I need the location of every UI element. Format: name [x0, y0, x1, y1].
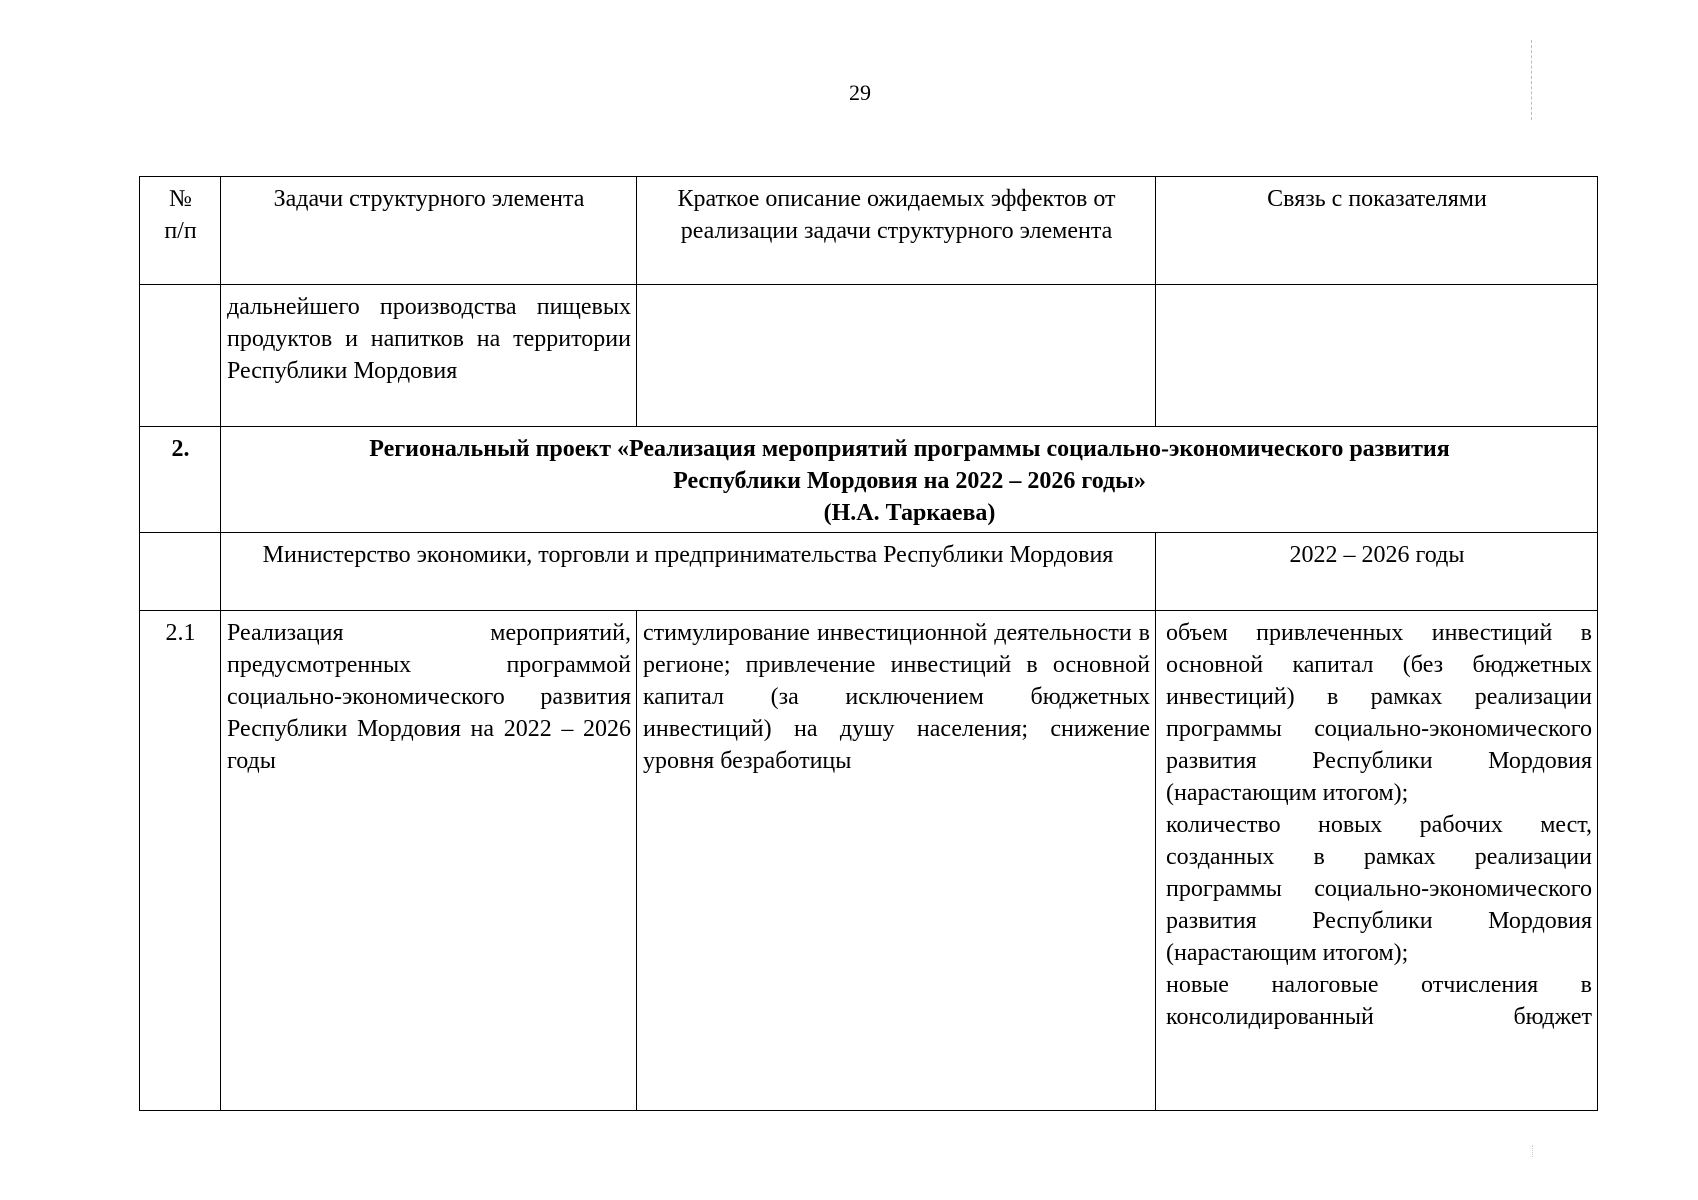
header-effects: Краткое описание ожидаемых эффектов от реализации задачи структурного элемента	[637, 177, 1156, 285]
program-table	[139, 176, 1598, 1111]
cell-effects-empty	[637, 285, 1156, 427]
cell-2-1-task: Реализация мероприятий, предусмотренных программой социально-экономического развития Республики Мордовия на 2022 – 2026 годы	[221, 611, 637, 1111]
indicator-item: объем привлеченных инвестиций в основной капитал (без бюджетных инвестиций) в рамках реализации программы социально-экономического развития Республики Мордовия (нарастающим итогом);	[1166, 620, 1592, 806]
page-number: 29	[849, 80, 871, 105]
table-row-2-1	[140, 611, 1598, 1111]
cell-task-continuation: дальнейшего производства пищевых продуктов и напитков на территории Республики Мордовия	[221, 285, 637, 427]
cell-responsible: Министерство экономики, торговли и предпринимательства Республики Мордовия	[221, 533, 1156, 611]
cell-link-empty	[1156, 285, 1598, 427]
table-row-responsible	[140, 533, 1598, 611]
cell-period: 2022 – 2026 годы	[1156, 533, 1598, 611]
cell-project-num: 2.	[140, 427, 221, 533]
project-title	[221, 427, 1598, 533]
project-curator: (Н.А. Таркаева)	[823, 500, 996, 526]
project-title-line1: Региональный проект «Реализация мероприятий программы социально-экономического развития	[369, 436, 1450, 462]
project-title-line2: Республики Мордовия на 2022 – 2026 годы»	[673, 468, 1146, 494]
cell-2-1-effects: стимулирование инвестиционной деятельности в регионе; привлечение инвестиций в основной капитал (за исключением бюджетных инвестиций) на душу населения; снижение уровня безработицы	[637, 611, 1156, 1111]
indicator-item: количество новых рабочих мест, созданных в рамках реализации программы социально-экономического развития Республики Мордовия (нарастающим итогом);	[1166, 812, 1592, 966]
table-header-row	[140, 177, 1598, 285]
indicator-item: новые налоговые отчисления в консолидированный бюджет	[1166, 972, 1592, 1030]
scan-margin-mark	[1531, 40, 1533, 120]
cell-2-1-num: 2.1	[140, 611, 221, 1111]
header-tasks: Задачи структурного элемента	[221, 177, 637, 285]
header-link: Связь с показателями	[1156, 177, 1598, 285]
table-row-project	[140, 427, 1598, 533]
table-row-continuation	[140, 285, 1598, 427]
cell-2-1-indicators	[1156, 611, 1598, 1111]
cell-responsible-num-empty	[140, 533, 221, 611]
header-num: № п/п	[140, 177, 221, 285]
scan-margin-dot	[1532, 1145, 1534, 1157]
cell-num-empty	[140, 285, 221, 427]
